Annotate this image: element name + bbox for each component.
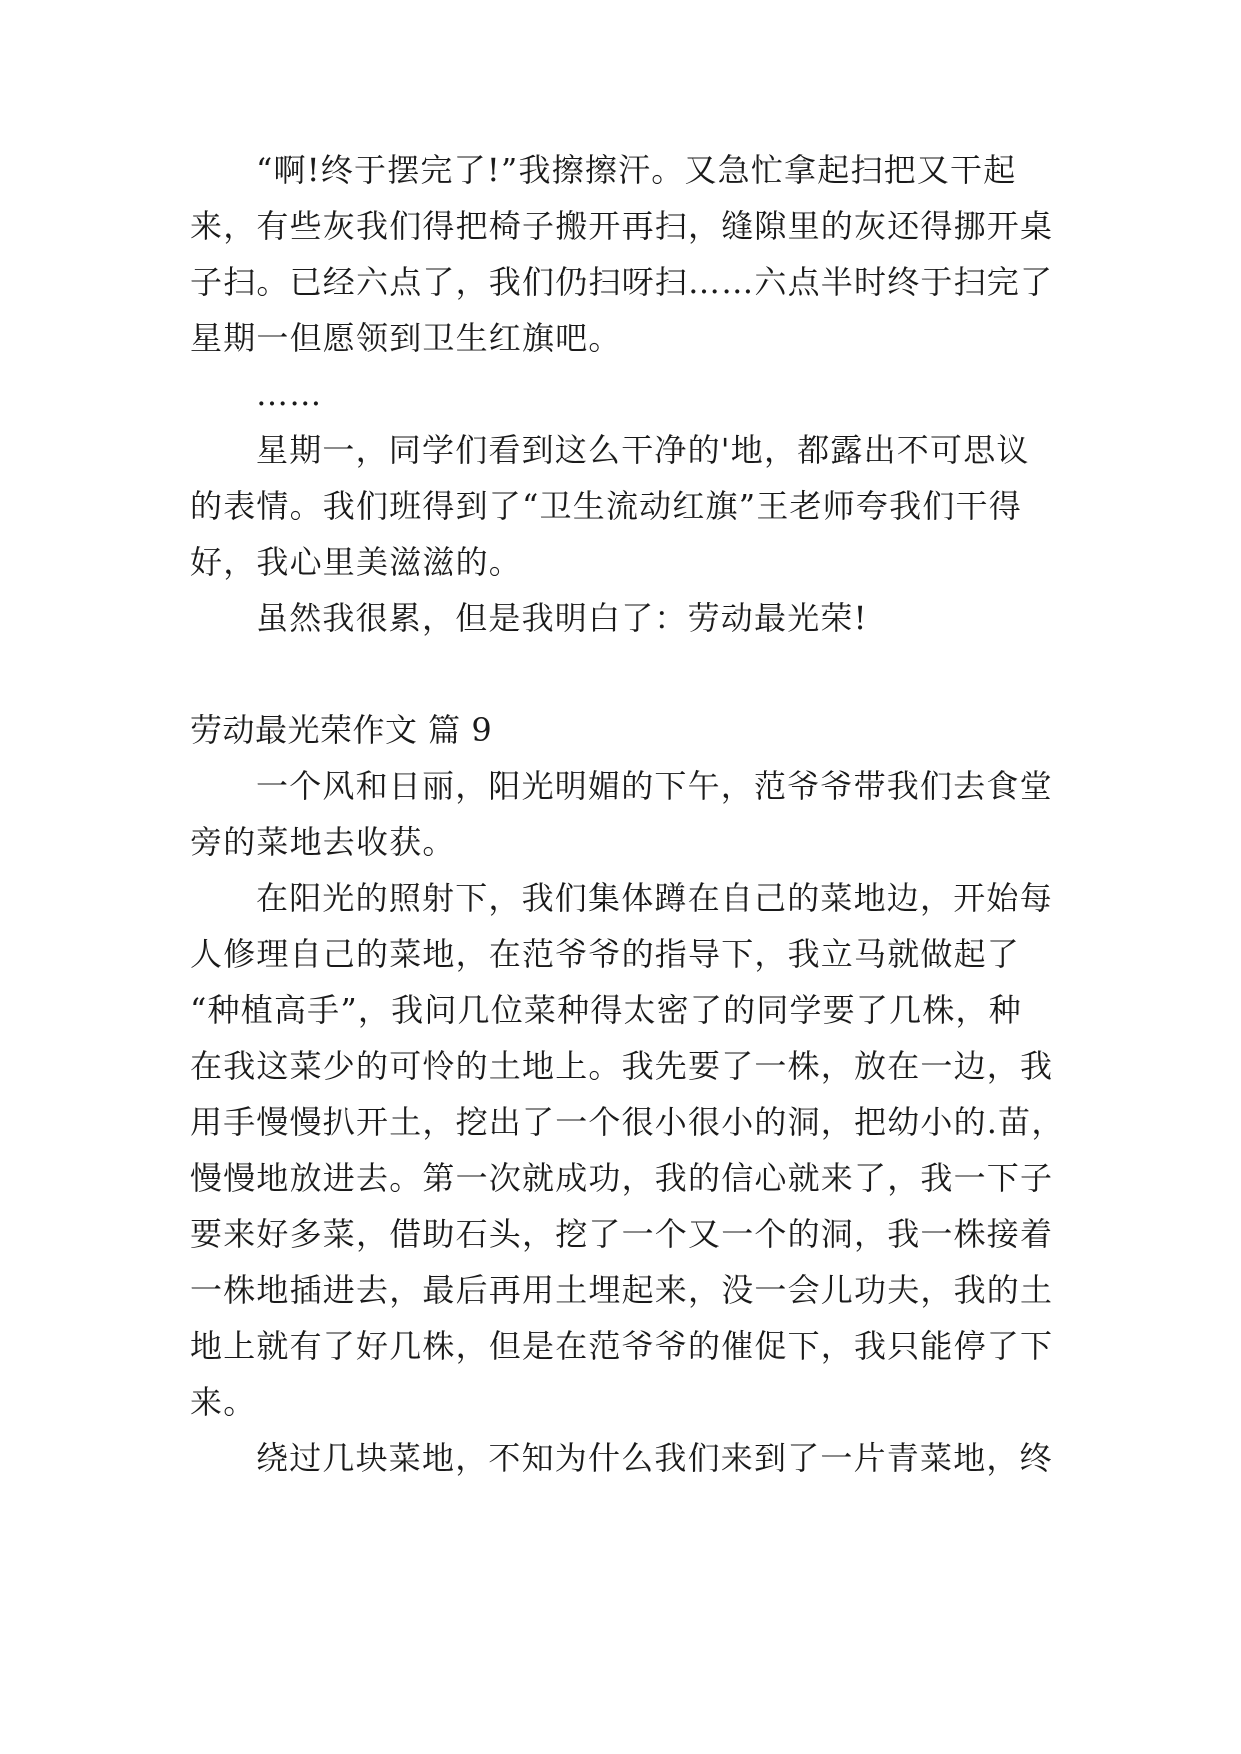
paragraph-line: 来。 xyxy=(190,1383,257,1421)
paragraph-line: 子扫。已经六点了，我们仍扫呀扫……六点半时终于扫完了 xyxy=(190,263,1054,301)
paragraph-line: “啊!终于摆完了!”我擦擦汗。又急忙拿起扫把又干起 xyxy=(256,151,1017,189)
paragraph-line: 一个风和日丽，阳光明媚的下午，范爷爷带我们去食堂 xyxy=(256,767,1053,805)
paragraph-line: 地上就有了好几株，但是在范爷爷的催促下，我只能停了下 xyxy=(190,1327,1054,1365)
paragraph-line: 星期一，同学们看到这么干净的'地，都露出不可思议 xyxy=(256,431,1030,469)
paragraph-line: 在阳光的照射下，我们集体蹲在自己的菜地边，开始每 xyxy=(256,879,1053,917)
paragraph-line: 旁的菜地去收获。 xyxy=(190,823,456,861)
paragraph-line: 的表情。我们班得到了“卫生流动红旗”王老师夸我们干得 xyxy=(190,487,1022,525)
ellipsis-line: …… xyxy=(256,375,323,413)
paragraph-line: 人修理自己的菜地，在范爷爷的指导下，我立马就做起了 xyxy=(190,935,1021,973)
paragraph-line: 虽然我很累，但是我明白了：劳动最光荣! xyxy=(256,599,868,637)
section-heading: 劳动最光荣作文 篇 9 xyxy=(190,711,493,749)
paragraph-line: 绕过几块菜地，不知为什么我们来到了一片青菜地，终 xyxy=(256,1439,1053,1477)
paragraph-line: 来，有些灰我们得把椅子搬开再扫，缝隙里的灰还得挪开桌 xyxy=(190,207,1054,245)
paragraph-line: 慢慢地放进去。第一次就成功，我的信心就来了，我一下子 xyxy=(190,1159,1054,1197)
paragraph-line: 星期一但愿领到卫生红旗吧。 xyxy=(190,319,622,357)
paragraph-line: 一株地插进去，最后再用土埋起来，没一会儿功夫，我的土 xyxy=(190,1271,1054,1309)
paragraph-line: 用手慢慢扒开土，挖出了一个很小很小的洞，把幼小的.苗， xyxy=(190,1103,1065,1141)
paragraph-line: 在我这菜少的可怜的土地上。我先要了一株，放在一边，我 xyxy=(190,1047,1054,1085)
paragraph-line: “种植高手”，我问几位菜种得太密了的同学要了几株，种 xyxy=(190,991,1022,1029)
paragraph-line: 好，我心里美滋滋的。 xyxy=(190,543,523,581)
paragraph-line: 要来好多菜，借助石头，挖了一个又一个的洞，我一株接着 xyxy=(190,1215,1054,1253)
